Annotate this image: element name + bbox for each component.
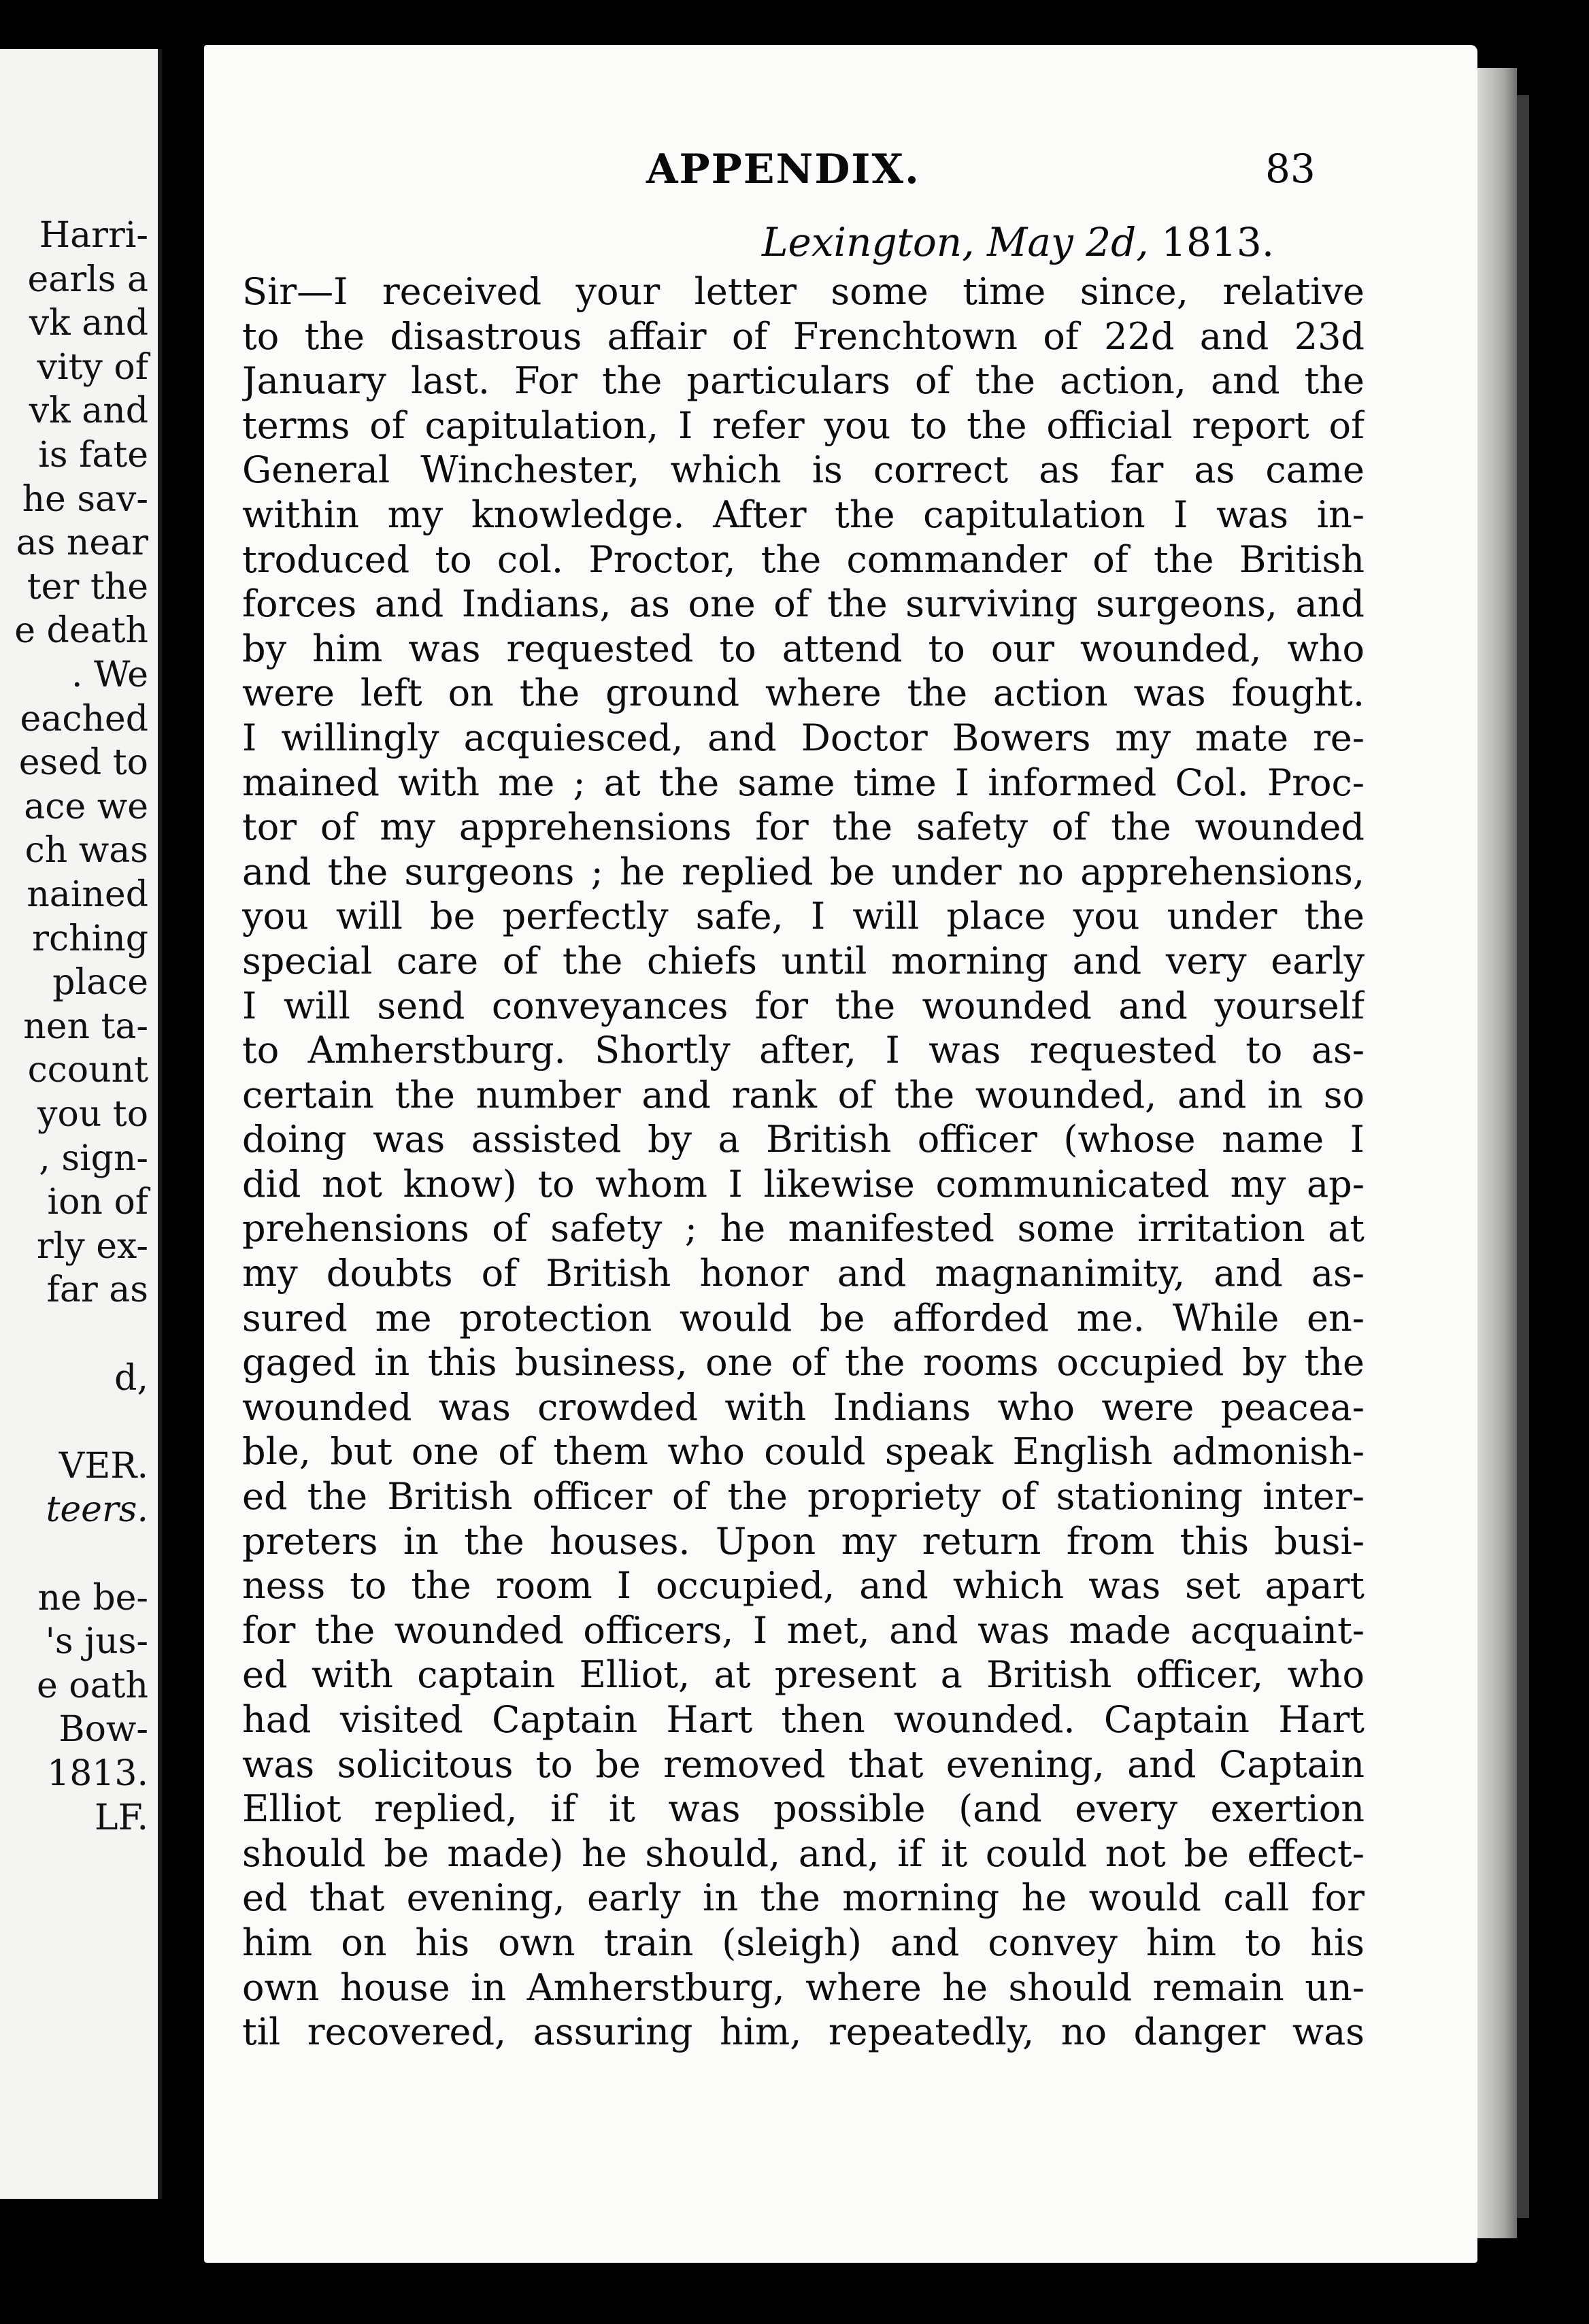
page-edge [1477, 68, 1517, 2238]
left-page-line: LF. [94, 1797, 148, 1838]
left-page-line: ace we [24, 786, 148, 827]
book-page [204, 45, 1477, 2263]
left-page-line: rly ex- [36, 1225, 148, 1267]
text-line: certain the number and rank of the wounded, and in so [242, 1073, 1365, 1116]
left-page-line: , sign- [39, 1138, 148, 1179]
left-page-line: earls a [27, 259, 148, 300]
left-page-line: . We [71, 654, 148, 695]
dateline-year: 1813. [1161, 219, 1275, 265]
text-line: to Amherstburg. Shortly after, I was requested to as- [242, 1029, 1365, 1072]
left-page-line: place [52, 962, 148, 1003]
text-line: should be made) he should, and, if it could not be effect- [242, 1831, 1365, 1875]
text-line: were left on the ground where the action was fought. [242, 671, 1365, 715]
text-line: sured me protection would be afforded me. While en- [242, 1296, 1365, 1340]
text-line: you will be perfectly safe, I will place you under the [242, 895, 1365, 938]
page-number: 83 [1265, 146, 1316, 192]
text-line: General Winchester, which is correct as far as came [242, 448, 1365, 492]
left-page-line: is fate [38, 435, 148, 476]
text-line: my doubts of British honor and magnanimity, and as- [242, 1252, 1365, 1295]
text-line: wounded was crowded with Indians who were peacea- [242, 1385, 1365, 1429]
left-page-line: 1813. [47, 1753, 148, 1794]
text-line: ble, but one of them who could speak English admonish- [242, 1430, 1365, 1474]
text-line: did not know) to whom I likewise communicated my ap- [242, 1162, 1365, 1206]
previous-page-fragment [0, 49, 162, 2199]
text-line: Elliot replied, if it was possible (and every exertion [242, 1787, 1365, 1831]
left-page-line: eached [20, 698, 148, 740]
text-line: ness to the room I occupied, and which was set apart [242, 1564, 1365, 1608]
text-line: special care of the chiefs until morning and very early [242, 939, 1365, 982]
dateline-place-date: Lexington, May 2d, [762, 219, 1149, 265]
left-page-line: e death [14, 610, 148, 652]
text-line: had visited Captain Hart then wounded. Captain Hart [242, 1698, 1365, 1741]
text-line: I will send conveyances for the wounded and yourself [242, 984, 1365, 1027]
left-page-line: vk and [29, 391, 148, 432]
left-page-line: nained [27, 874, 148, 915]
left-page-line: teers. [46, 1489, 148, 1531]
text-line: gaged in this business, one of the rooms occupied by the [242, 1341, 1365, 1384]
text-line: terms of capitulation, I refer you to the official report of [242, 403, 1365, 447]
running-head: APPENDIX. [646, 146, 920, 193]
text-line: ed that evening, early in the morning he would call for [242, 1876, 1365, 1920]
left-page-line: d, [114, 1357, 148, 1399]
left-page-line: vk and [29, 303, 148, 344]
letter-dateline [762, 219, 1274, 265]
text-line: by him was requested to attend to our wounded, who [242, 627, 1365, 670]
left-page-line: e oath [37, 1665, 148, 1706]
text-line: for the wounded officers, I met, and was made acquaint- [242, 1608, 1365, 1652]
page-header [204, 146, 1477, 200]
left-page-line: ter the [27, 566, 148, 608]
text-line: tor of my apprehensions for the safety of the wounded [242, 806, 1365, 849]
left-page-line: VER. [58, 1445, 148, 1487]
text-line: within my knowledge. After the capitulation I was in- [242, 493, 1365, 536]
left-page-line: far as [46, 1269, 148, 1311]
text-line: til recovered, assuring him, repeatedly, no danger was [242, 2010, 1365, 2054]
left-page-line: Harri- [39, 215, 148, 256]
left-page-line: ch was [24, 830, 148, 872]
left-page-line: ne be- [37, 1577, 148, 1618]
left-page-line: he sav- [22, 478, 148, 520]
left-page-line: esed to [18, 742, 148, 784]
text-line: forces and Indians, as one of the surviving surgeons, and [242, 582, 1365, 626]
left-page-line: as near [16, 522, 148, 564]
text-line: troduced to col. Proctor, the commander of the British [242, 537, 1365, 581]
text-line: to the disastrous affair of Frenchtown of 22d and 23d [242, 314, 1365, 358]
text-line: preters in the houses. Upon my return from this busi- [242, 1519, 1365, 1563]
text-line: I willingly acquiesced, and Doctor Bowers my mate re- [242, 716, 1365, 759]
left-page-line: you to [37, 1094, 148, 1135]
text-line: ed with captain Elliot, at present a British officer, who [242, 1653, 1365, 1697]
text-line: January last. For the particulars of the action, and the [242, 359, 1365, 403]
left-page-line: ion of [47, 1182, 148, 1223]
left-page-line: rching [32, 918, 148, 959]
page-edge-shadow [1517, 95, 1529, 2218]
letter-body [242, 269, 1365, 2055]
left-page-line: nen ta- [23, 1006, 148, 1047]
left-page-line: ccount [27, 1050, 148, 1091]
text-line: was solicitous to be removed that evening, and Captain [242, 1742, 1365, 1786]
text-line: doing was assisted by a British officer (whose name I [242, 1118, 1365, 1161]
text-line: mained with me ; at the same time I informed Col. Proc- [242, 761, 1365, 804]
text-line: own house in Amherstburg, where he should remain un- [242, 1965, 1365, 2009]
left-page-line: 's jus- [45, 1621, 148, 1663]
text-line: and the surgeons ; he replied be under no apprehensions, [242, 850, 1365, 893]
text-line: Sir—I received your letter some time since, relative [242, 270, 1365, 313]
text-line: prehensions of safety ; he manifested some irritation at [242, 1207, 1365, 1250]
text-line: ed the British officer of the propriety of stationing inter- [242, 1475, 1365, 1518]
left-page-line: Bow- [58, 1709, 148, 1750]
text-line: him on his own train (sleigh) and convey him to his [242, 1921, 1365, 1964]
left-page-line: vity of [37, 346, 148, 388]
